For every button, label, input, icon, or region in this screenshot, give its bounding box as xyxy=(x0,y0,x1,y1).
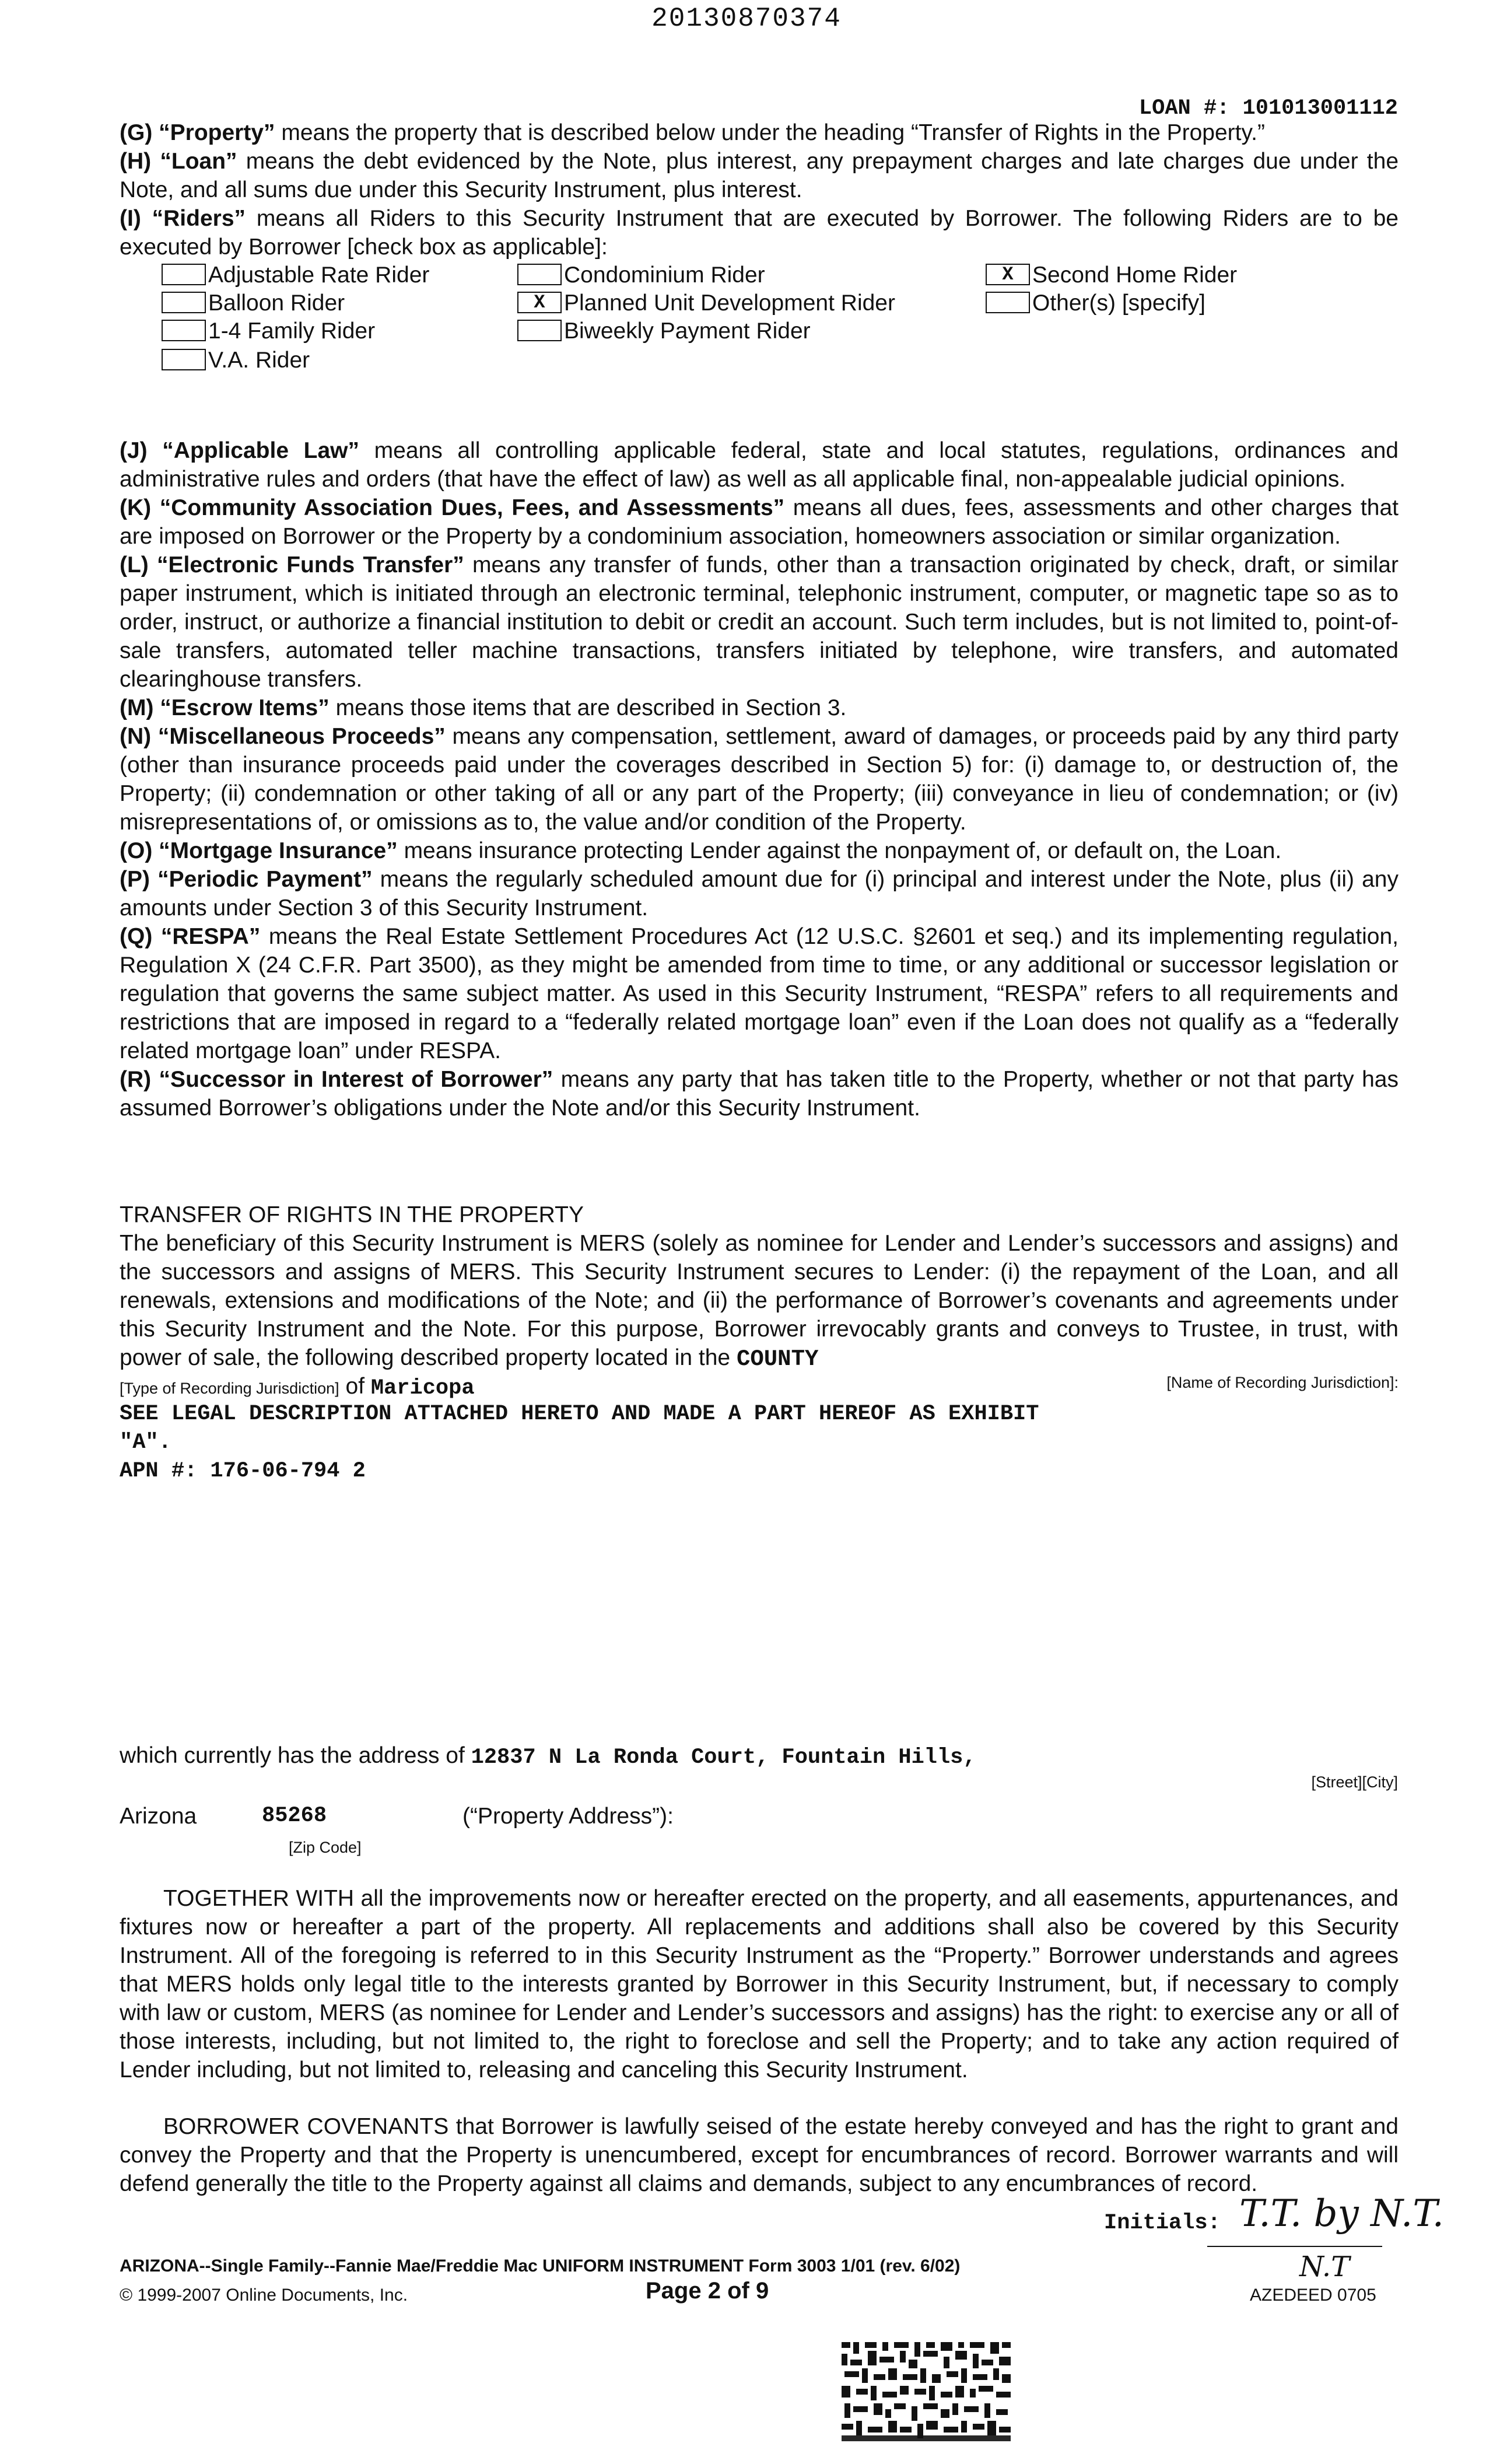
definition-text: means all controlling applicable federal, state and local statutes, regulations, ordinances and administrative rules and orders (that have the effect of law) as well as all applicable final, non-appealable judicial opinions. xyxy=(120,438,1399,492)
definition-k xyxy=(120,494,1399,551)
definition-term: (I) “Riders” xyxy=(120,206,246,231)
rider-label: Second Home Rider xyxy=(1032,262,1238,288)
of-word: of xyxy=(339,1374,371,1399)
zip-code-label: [Zip Code] xyxy=(289,1839,362,1856)
definition-text: means insurance protecting Lender against the nonpayment of, or default on, the Loan. xyxy=(397,838,1282,863)
jurisdiction-left xyxy=(120,1374,475,1401)
definition-term: (O) “Mortgage Insurance” xyxy=(120,838,398,863)
address-prefix: which currently has the address of xyxy=(120,1743,471,1768)
rider-label: Balloon Rider xyxy=(208,290,345,316)
riders-checklist xyxy=(120,262,1399,379)
rider-checkbox[interactable] xyxy=(162,320,206,341)
rider-condominium xyxy=(517,262,765,288)
street-city-label: [Street][City] xyxy=(1311,1773,1398,1791)
page-number: Page 2 of 9 xyxy=(646,2278,769,2304)
definition-term: (K) “Community Association Dues, Fees, and Assessments” xyxy=(120,495,785,520)
definition-text: means all Riders to this Security Instrument that are executed by Borrower. The following Riders are to be executed by Borrower [check box as applicable]: xyxy=(120,206,1399,260)
definition-o xyxy=(120,836,1399,865)
rider-other xyxy=(986,290,1205,316)
footer-copyright: © 1999-2007 Online Documents, Inc. xyxy=(120,2286,408,2305)
property-address-label: (“Property Address”): xyxy=(462,1804,674,1829)
definition-term: (G) “Property” xyxy=(120,120,275,145)
definition-term: (L) “Electronic Funds Transfer” xyxy=(120,552,464,578)
rider-checkbox[interactable] xyxy=(986,292,1030,313)
definitions-list xyxy=(120,436,1399,1122)
definition-i xyxy=(120,204,1399,261)
jurisdiction-name-label: [Name of Recording Jurisdiction]: xyxy=(1166,1374,1399,1391)
rider-checkbox[interactable] xyxy=(517,320,562,341)
rider-checkbox[interactable]: X xyxy=(986,264,1030,285)
rider-label: Adjustable Rate Rider xyxy=(208,262,430,288)
rider-label: Biweekly Payment Rider xyxy=(564,318,811,344)
definition-text: means any transfer of funds, other than a transaction originated by check, draft, or similar paper instrument, which is initiated through an electronic terminal, telephonic instrument, computer, or magnetic tape so as to order, instruct, or authorize a financial institution to debit or credit an account. Such term includes, but is not limited to, point-of-sale transfers, automated teller machine transactions, transfers initiated by telephone, wire transfers, and automated clearinghouse transfers. xyxy=(120,552,1399,692)
jurisdiction-type-label: [Type of Recording Jurisdiction] xyxy=(120,1380,339,1397)
rider-label: Other(s) [specify] xyxy=(1032,290,1205,316)
borrower-covenants-paragraph: BORROWER COVENANTS that Borrower is lawfully seised of the estate hereby conveyed and has the right to grant and convey the Property and that the Property is unencumbered, except for encumbrances of record. Borrower warrants and will defend generally the title to the Property against all claims and demands, subject to any encumbrances of record. xyxy=(120,2114,1399,2196)
loan-number: LOAN #: 101013001112 xyxy=(1138,96,1398,121)
definition-text: means the property that is described below under the heading “Transfer of Rights in the Property.” xyxy=(275,120,1265,145)
transfer-paragraph: The beneficiary of this Security Instrument is MERS (solely as nominee for Lender and Lender’s successors and assigns) and the successors and assigns of MERS. This Security Instrument secures to Lender: (i) the repayment of the Loan, and all renewals, extensions and modifications of the Note; and (ii) the performance of Borrower’s covenants and agreements under this Security Instrument and the Note. For this purpose, Borrower irrevocably grants and conveys to Trustee, in trust, with power of sale, the following described property located in the xyxy=(120,1231,1399,1370)
footer-code: AZEDEED 0705 xyxy=(1250,2286,1376,2305)
definition-g xyxy=(120,118,1399,147)
definition-p xyxy=(120,865,1399,922)
document-number: 20130870374 xyxy=(651,4,842,34)
definition-text: means those items that are described in Section 3. xyxy=(329,695,847,720)
rider-checkbox[interactable]: X xyxy=(517,292,562,313)
state: Arizona xyxy=(120,1804,197,1829)
state-zip-line xyxy=(120,1804,994,1856)
rider-label: V.A. Rider xyxy=(208,348,310,373)
definition-text: means the debt evidenced by the Note, plus interest, any prepayment charges and late charges due under the Note, and all sums due under this Security Instrument, plus interest. xyxy=(120,149,1399,202)
definition-term: (Q) “RESPA” xyxy=(120,924,261,949)
rider-label: Condominium Rider xyxy=(564,262,765,288)
definition-n xyxy=(120,722,1399,836)
definition-text: means all dues, fees, assessments and other charges that are imposed on Borrower or the Property by a condominium association, homeowners association or similar organization. xyxy=(120,495,1399,549)
definition-term: (R) “Successor in Interest of Borrower” xyxy=(120,1067,553,1092)
rider-checkbox[interactable] xyxy=(162,292,206,313)
definition-r xyxy=(120,1065,1399,1122)
rider-label: Planned Unit Development Rider xyxy=(564,290,895,316)
transfer-text xyxy=(120,1229,1399,1374)
barcode-icon xyxy=(839,2339,1014,2444)
rider-va xyxy=(162,348,310,373)
definition-text: means any compensation, settlement, award of damages, or proceeds paid by any third party (other than insurance proceeds paid under the coverages described in Section 5) for: (i) damage to, or destruction of, the Property; (ii) condemnation or other taking of all or any part of the Property; (iii) conveyance in lieu of condemnation; or (iv) misrepresentations of, or omissions as to, the value and/or condition of the Property. xyxy=(120,724,1399,835)
definitions-section xyxy=(120,118,1399,1122)
definition-text: means the regularly scheduled amount due for (i) principal and interest under the Note, plus (ii) any amounts under Section 3 of this Security Instrument. xyxy=(120,867,1399,921)
jurisdiction-name: Maricopa xyxy=(370,1376,475,1401)
definition-j xyxy=(120,436,1399,494)
definition-term: (H) “Loan” xyxy=(120,149,237,174)
definition-h xyxy=(120,147,1399,204)
street-city: 12837 N La Ronda Court, Fountain Hills, xyxy=(471,1745,976,1770)
initials-signature: T.T. by N.T. xyxy=(1239,2192,1444,2235)
zip-code: 85268 xyxy=(262,1804,327,1828)
jurisdiction-type: COUNTY xyxy=(736,1346,819,1372)
rider-checkbox[interactable] xyxy=(162,264,206,285)
rider-1-4-family xyxy=(162,318,375,344)
rider-label: 1-4 Family Rider xyxy=(208,318,376,344)
definition-text: means the Real Estate Settlement Procedures Act (12 U.S.C. §2601 et seq.) and its implementing regulation, Regulation X (24 C.F.R. Part 3500), as they might be amended from time to time, or any additional or successor legislation or regulation that governs the same subject matter. As used in this Security Instrument, “RESPA” refers to all requirements and restrictions that are imposed in regard to a “federally related mortgage loan” even if the Loan does not qualify as a “federally related mortgage loan” under RESPA. xyxy=(120,924,1399,1063)
rider-checkbox[interactable] xyxy=(162,349,206,370)
transfer-of-rights-section xyxy=(120,1200,1399,1374)
legal-line-2: "A". xyxy=(120,1430,171,1455)
definition-l xyxy=(120,551,1399,694)
address-line xyxy=(120,1743,1399,1770)
definition-term: (M) “Escrow Items” xyxy=(120,695,330,720)
signature-line xyxy=(1207,2246,1382,2247)
legal-description xyxy=(120,1400,1399,1486)
footer-form-id: ARIZONA--Single Family--Fannie Mae/Freddie Mac UNIFORM INSTRUMENT Form 3003 1/01 (rev. 6/02) xyxy=(120,2256,961,2276)
rider-checkbox[interactable] xyxy=(517,264,562,285)
together-with-paragraph: TOGETHER WITH all the improvements now or hereafter erected on the property, and all easements, appurtenances, and fixtures now or hereafter a part of the property. All replacements and additions shall also be covered by this Security Instrument. All of the foregoing is referred to in this Security Instrument as the “Property.” Borrower understands and agrees that MERS holds only legal title to the interests granted by Borrower in this Security Instrument, but, if necessary to comply with law or custom, MERS (as nominee for Lender and Lender’s successors and assigns) has the right: to exercise any or all of those interests, including, but not limited to, the right to foreclose and sell the Property; and to take any action required of Lender including, but not limited to, releasing and canceling this Security Instrument. xyxy=(120,1886,1399,2082)
legal-line-1: SEE LEGAL DESCRIPTION ATTACHED HERETO AND MADE A PART HEREOF AS EXHIBIT xyxy=(120,1402,1039,1426)
definition-term: (J) “Applicable Law” xyxy=(120,438,360,463)
rider-adjustable-rate xyxy=(162,262,429,288)
rider-balloon xyxy=(162,290,345,316)
rider-second-home xyxy=(986,262,1237,288)
jurisdiction-line xyxy=(120,1368,1399,1401)
definition-q xyxy=(120,922,1399,1065)
definition-text: means any party that has taken title to the Property, whether or not that party has assumed Borrower’s obligations under the Note and/or this Security Instrument. xyxy=(120,1067,1399,1121)
section-heading: TRANSFER OF RIGHTS IN THE PROPERTY xyxy=(120,1202,584,1227)
definition-term: (N) “Miscellaneous Proceeds” xyxy=(120,724,446,749)
initials-label: Initials: xyxy=(1104,2211,1221,2235)
together-with-section xyxy=(120,1884,1399,2226)
initials-signature-secondary: N.T xyxy=(1299,2250,1350,2283)
definition-term: (P) “Periodic Payment” xyxy=(120,867,373,892)
apn-number: APN #: 176-06-794 2 xyxy=(120,1459,366,1483)
rider-planned-unit-development xyxy=(517,290,895,316)
definition-m xyxy=(120,694,1399,722)
rider-biweekly-payment xyxy=(517,318,811,344)
